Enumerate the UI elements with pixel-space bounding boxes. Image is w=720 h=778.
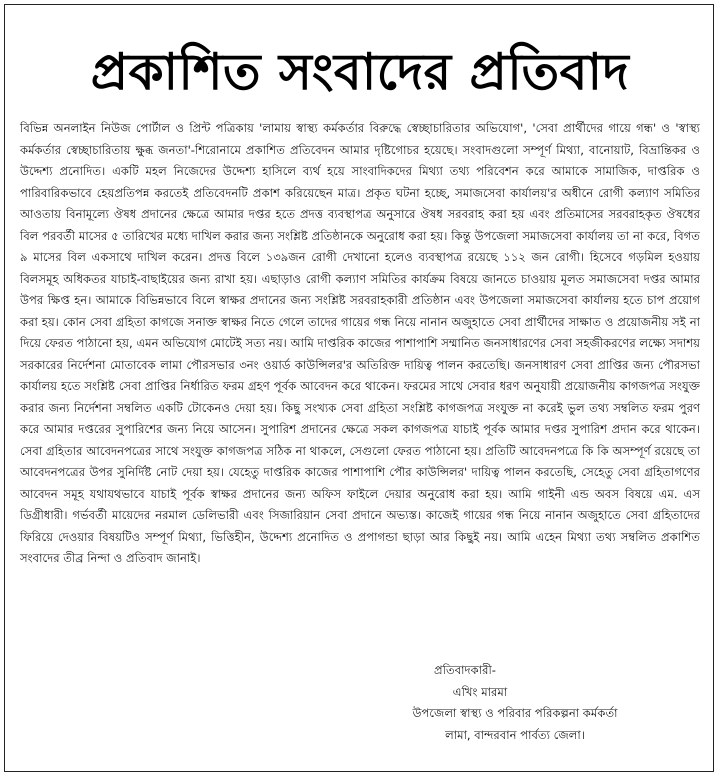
signature-block bbox=[330, 660, 700, 746]
signature-location: লামা, বান্দরবান পার্বত্য জেলা। bbox=[445, 727, 585, 742]
signature-name: এখিং মারমা bbox=[452, 684, 508, 699]
signature-label: প্রতিবাদকারী- bbox=[434, 663, 496, 677]
signature-designation: উপজেলা স্বাস্থ্য ও পরিবার পরিকল্পনা কর্মকর্তা bbox=[412, 706, 618, 720]
body-paragraph: বিভিন্ন অনলাইন নিউজ পোর্টাল ও প্রিন্ট পত্রিকায় 'লামায় স্বাস্থ্য কর্মকর্তার বিরুদ্ধে স্বেচ্ছাচারিতার অভিযোগ', 'সেবা প্রার্থীদের গায়ে গন্ধ' ও 'স্বাস্থ্য কর্মকর্তার স্বেচ্ছাচারিতায় ক্ষুব্ধ জনতা'-শিরোনামে প্রকাশিত প্রতিবেদন আমার দৃষ্টিগোচর হয়েছে। সংবাদগুলো সম্পূর্ণ মিথ্যা, বানোয়াট, বিভ্রান্তিকর ও উদ্দেশ্য প্রনোদিত। একটি মহল নিজেদের উদ্দেশ্য হাসিলে ব্যর্থ হয়ে সাংবাদিকদের মিথ্যা তথ্য পরিবেশন করে আমাকে সামাজিক, দাপ্তরিক ও পারিবারিকভাবে হেয়প্রতিপন্ন করতেই প্রতিবেদনটি প্রকাশ করিয়েছেন মাত্র। প্রকৃত ঘটনা হচ্ছে, সমাজসেবা কার্যালয়'র অধীনে রোগী কল্যাণ সমিতির আওতায় বিনামূল্যে ঔষধ প্রদানের ক্ষেত্রে আমার দপ্তর হতে প্রদত্ত ব্যবস্থাপত্র অনুসারে ঔষধ সরবরাহ করা হয় এবং প্রতিমাসের সরবরাহকৃত ঔষধের বিল পরবর্তী মাসের ৫ তারিখের মধ্যে দাখিল করার জন্য সংশ্লিষ্ট প্রতিষ্ঠানকে অনুরোধ করা হয়। কিন্তু উপজেলা সমাজসেবা কার্যালয় তা না করে, বিগত ৯ মাসের বিল একসাথে দাখিল করেন। প্রদত্ত বিলে ১৩৯জন রোগী দেখানো হলেও ব্যবস্থাপত্র রয়েছে ১১২ জন রোগী। হিসেবে গড়মিল হওয়ায় বিলসমূহ অধিকতর যাচাই-বাছাইয়ের জন্য রাখা হয়। এছাড়াও রোগী কল্যাণ সমিতির কার্যক্রম বিষয়ে জানতে চাওয়ায় মূলত সমাজসেবা দপ্তর আমার উপর ক্ষিপ্ত হন। আমাকে বিভিন্নভাবে বিলে স্বাক্ষর প্রদানের জন্য সংশ্লিষ্ট সরবরাহকারী প্রতিষ্ঠান এবং উপজেলা সমাজসেবা কার্যালয় হতে চাপ প্রয়োগ করা হয়। কোন সেবা গ্রহিতা কাগজে সনাক্ত স্বাক্ষর নিতে গেলে তাদের গায়ের গন্ধ নিয়ে নানান অজুহাতে সেবা প্রার্থীদের সাক্ষাত ও প্রয়োজনীয় সই না দিয়ে ফেরত পাঠানো হয়, এমন অভিযোগ মোটেই সত্য নয়। আমি দাপ্তরিক কাজের পাশাপাশি সম্মানিত জনসাধারণের সেবা সহজীকরণের লক্ষ্যে সদাশয় সরকারের নির্দেশনা মোতাবেক লামা পৌরসভার ৩নং ওয়ার্ড কাউন্সিলর'র অতিরিক্ত দায়িত্ব পালন করতেছি। জনসাধারণ সেবা প্রাপ্তির জন্য পৌরসভা কার্যালয় হতে সংশ্লিষ্ট সেবা প্রাপ্তির নির্ধারিত ফরম গ্রহণ পূর্বক আবেদন করে থাকেন। ফরমের সাথে সেবার ধরণ অনুযায়ী প্রয়োজনীয় কাগজপত্র সংযুক্ত করার জন্য নির্দেশনা সম্বলিত একটি টোকেনও দেয়া হয়। কিছু সংখ্যক সেবা গ্রহিতা সংশ্লিষ্ট কাগজপত্র সংযুক্ত না করেই ভুল তথ্য সম্বলিত ফরম পুরণ করে আমার দপ্তরের সুপারিশের জন্য নিয়ে আসেন। সুপারিশ প্রদানের ক্ষেত্রে সকল কাগজপত্র যাচাই পূর্বক আমার দপ্তর সুপারিশ প্রদান করে থাকেন। সেবা গ্রহিতার আবেদনপত্রের সাথে সংযুক্ত কাগজপত্র সঠিক না থাকলে, সেগুলো ফেরত পাঠানো হয়। প্রতিটি আবেদনপত্রে কি কি অসম্পূর্ণ রয়েছে তা আবেদনপত্রের উপর সুনির্দিষ্ট নোট দেয়া হয়। যেহেতু দাপ্তরিক কাজের পাশাপাশি পৌর কাউন্সিলর' দায়িত্ব পালন করতেছি, সেহেতু সেবা গ্রহিতাগণের আবেদন সমূহ যথাযথভাবে যাচাই পূর্বক স্বাক্ষর প্রদানের জন্য অফিস ফাইলে দেয়ার অনুরোধ করা হয়। আমি গাইনী এন্ড অবস বিষয়ে এম. এস ডিগ্রীধারী। গর্ভবর্তী মায়েদের নরমাল ডেলিভারী এবং সিজারিয়ান সেবা প্রদানে অভ্যস্ত। কাজেই গায়ের গন্ধ নিয়ে নানান অজুহাতে সেবা গ্রহিতাদের ফিরিয়ে দেওয়ার বিষয়টিও সম্পূর্ণ মিথ্যা, ভিত্তিহীন, উদ্দেশ্য প্রনোদিত ও প্রপাগন্ডা ছাড়া আর কিছুই নয়। আমি এহেন মিথ্যা তথ্য সম্বলিত প্রকাশিত সংবাদের তীব্র নিন্দা ও প্রতিবাদ জানাই। bbox=[20, 121, 700, 565]
headline: প্রকাশিত সংবাদের প্রতিবাদ bbox=[90, 43, 630, 101]
